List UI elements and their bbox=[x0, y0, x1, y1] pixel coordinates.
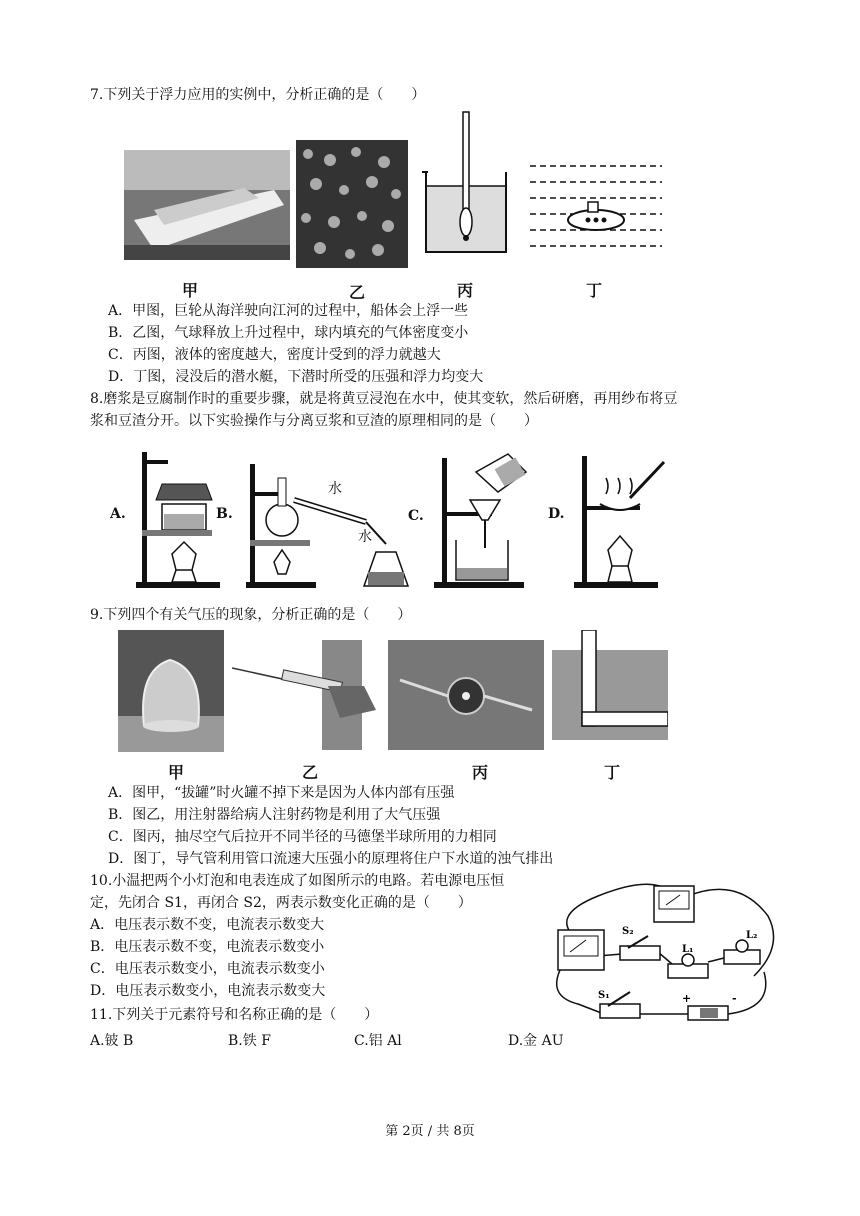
q9-drain-pipe-diagram bbox=[552, 630, 668, 740]
q8-label-d: D. bbox=[548, 506, 565, 522]
q7-caption-yi: 乙 bbox=[349, 283, 366, 302]
q10-label-minus: - bbox=[732, 992, 737, 1005]
page-footer: 第 2页 / 共 8页 bbox=[385, 1124, 475, 1139]
q7-caption-jia: 甲 bbox=[182, 281, 199, 300]
q7-caption-bing: 丙 bbox=[457, 281, 474, 300]
q10-option-b: B．电压表示数不变，电流表示数变小 bbox=[90, 939, 325, 955]
q9-syringe-photo bbox=[232, 640, 380, 750]
q11-option-b: B.铁 F bbox=[228, 1033, 271, 1049]
q11-option-a: A.铍 B bbox=[90, 1033, 134, 1049]
q8-stem-line2: 浆和豆渣分开。以下实验操作与分离豆浆和豆渣的原理相同的是（ ） bbox=[90, 413, 538, 429]
q8-apparatus-c-filtration bbox=[428, 452, 538, 590]
q8-label-b: B. bbox=[216, 506, 233, 522]
q11-option-d: D.金 AU bbox=[508, 1033, 564, 1049]
q9-option-d: D．图丁，导气管利用管口流速大压强小的原理将住户下水道的浊气排出 bbox=[108, 851, 554, 867]
q10-stem-line2: 定，先闭合 S1，再闭合 S2，两表示数变化正确的是（ ） bbox=[90, 895, 472, 911]
q10-label-l2: L₂ bbox=[746, 930, 758, 941]
q10-circuit-diagram bbox=[538, 876, 780, 1026]
q9-cupping-jar-photo bbox=[118, 630, 224, 752]
q10-label-l1: L₁ bbox=[682, 944, 694, 955]
q7-option-c: C．丙图，液体的密度越大，密度计受到的浮力就越大 bbox=[108, 347, 441, 363]
q10-option-c: C．电压表示数变小，电流表示数变小 bbox=[90, 961, 325, 977]
q9-caption-ding: 丁 bbox=[604, 763, 621, 782]
q8-water-label-bottom: 水 bbox=[358, 529, 372, 545]
q8-apparatus-b bbox=[236, 462, 416, 590]
q9-option-b: B．图乙，用注射器给病人注射药物是利用了大气压强 bbox=[108, 807, 441, 823]
q8-stem-line1: 8.磨浆是豆腐制作时的重要步骤，就是将黄豆浸泡在水中，使其变软，然后研磨，再用纱布将豆 bbox=[90, 391, 678, 407]
q9-stem: 9.下列四个有关气压的现象，分析正确的是（ ） bbox=[90, 607, 412, 623]
q7-submarine bbox=[530, 160, 662, 248]
q11-stem: 11.下列关于元素符号和名称正确的是（ ） bbox=[90, 1007, 379, 1023]
q8-label-a: A. bbox=[110, 506, 126, 522]
q10-label-s1: S₁ bbox=[598, 990, 610, 1001]
q8-apparatus-d-evaporation bbox=[570, 454, 670, 590]
q7-option-d: D．丁图，浸没后的潜水艇，下潜时所受的压强和浮力均变大 bbox=[108, 369, 484, 385]
q7-ship-photo bbox=[124, 150, 290, 260]
q7-caption-ding: 丁 bbox=[586, 281, 603, 300]
q9-magdeburg-hemispheres-photo bbox=[388, 640, 544, 750]
q8-water-label-top: 水 bbox=[328, 481, 342, 497]
q10-label-plus: + bbox=[682, 992, 692, 1005]
q7-balloons-photo bbox=[296, 140, 408, 268]
q11-option-c: C.铝 Al bbox=[354, 1033, 402, 1049]
q7-stem: 7.下列关于浮力应用的实例中，分析正确的是（ ） bbox=[90, 87, 426, 103]
q9-option-c: C．图丙，抽尽空气后拉开不同半径的马德堡半球所用的力相同 bbox=[108, 829, 497, 845]
q7-hydrometer-beaker bbox=[418, 110, 514, 260]
q10-option-a: A．电压表示数不变，电流表示数变大 bbox=[90, 917, 325, 933]
q9-option-a: A．图甲，“拔罐”时火罐不掉下来是因为人体内部有压强 bbox=[108, 785, 455, 801]
q10-option-d: D．电压表示数变小，电流表示数变大 bbox=[90, 983, 326, 999]
q7-option-a: A．甲图，巨轮从海洋驶向江河的过程中，船体会上浮一些 bbox=[108, 303, 469, 319]
q9-caption-jia: 甲 bbox=[168, 763, 185, 782]
q7-option-b: B．乙图，气球释放上升过程中，球内填充的气体密度变小 bbox=[108, 325, 469, 341]
q8-apparatus-a bbox=[132, 450, 222, 590]
q8-label-c: C. bbox=[408, 508, 424, 524]
q9-caption-yi: 乙 bbox=[302, 763, 319, 782]
q10-stem-line1: 10.小温把两个小灯泡和电表连成了如图所示的电路。若电源电压恒 bbox=[90, 873, 505, 889]
q9-caption-bing: 丙 bbox=[472, 763, 489, 782]
q10-label-s2: S₂ bbox=[622, 926, 634, 937]
